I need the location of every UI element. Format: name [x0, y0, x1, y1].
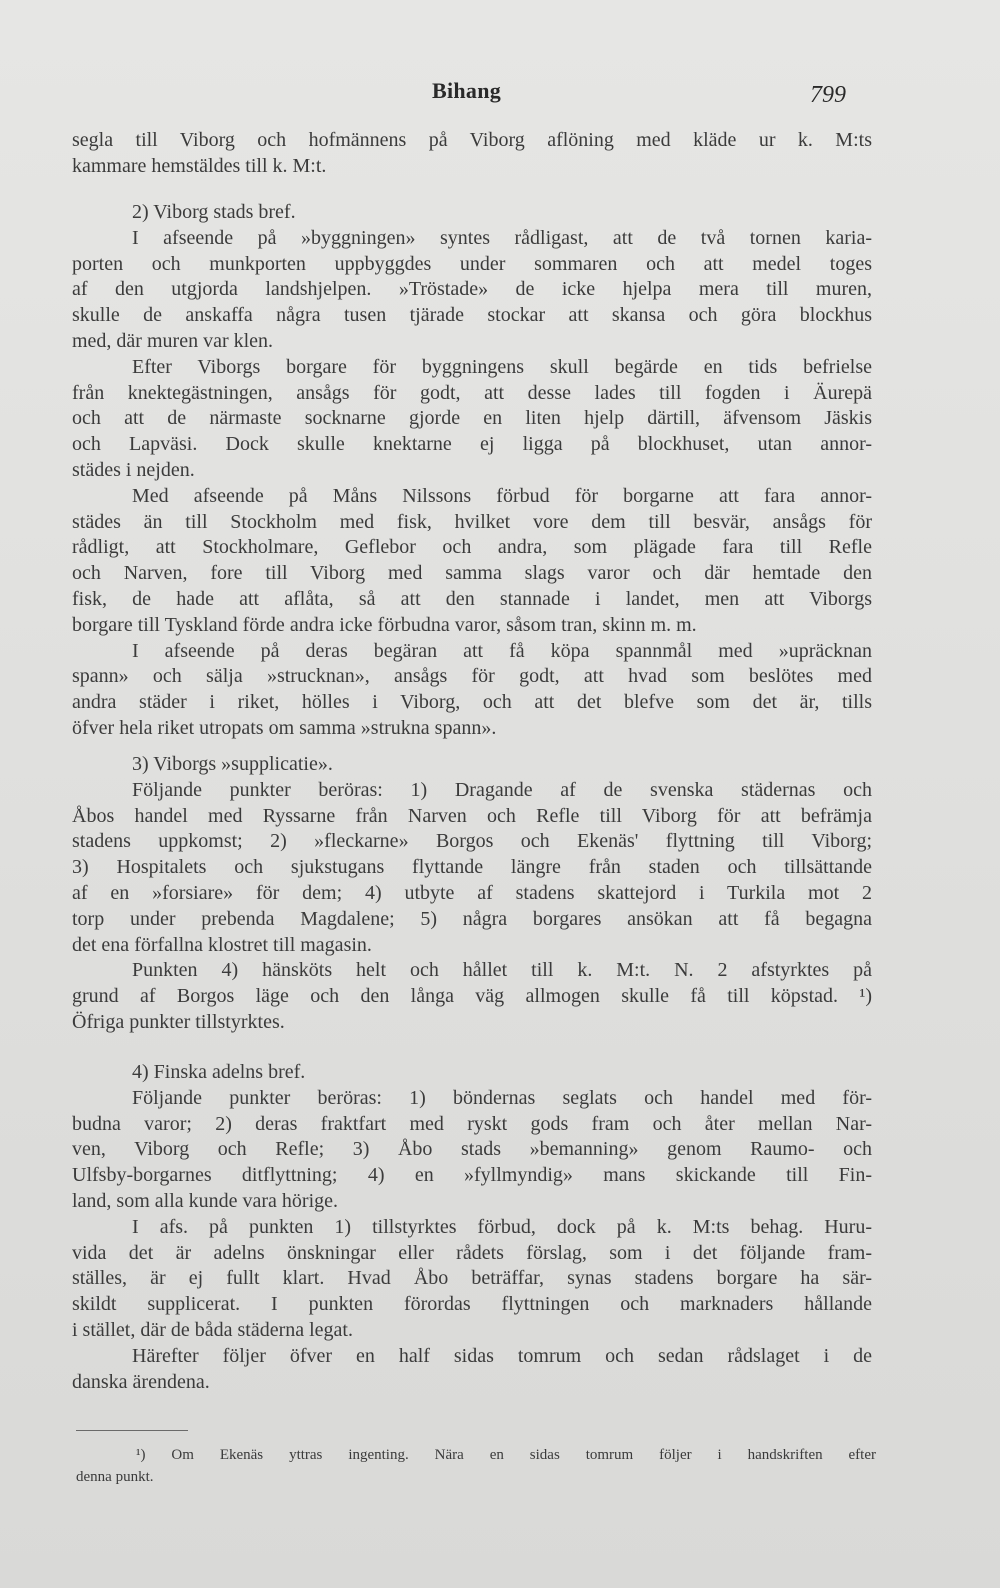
text-line: Åbos handel med Ryssarne från Narven och Refle till Viborg för att befrämja [72, 804, 872, 827]
section-finska-adelns-bref [72, 1060, 872, 1395]
text-line: 3) Hospitalets och sjukstugans flyttande längre från staden och tillsättande [72, 856, 872, 879]
text-line: från knektegästningen, ansågs för godt, att desse lades till fogden i Äurepä [72, 381, 872, 404]
text-line: Följande punkter beröras: 1) böndernas seglats och handel med för- [132, 1086, 872, 1109]
text-line: Ulfsby-borgarnes ditflyttning; 4) en »fyllmyndig» mans skickande till Fin- [72, 1164, 872, 1187]
footnote-divider [76, 1430, 188, 1431]
text-line: skulle de anskaffa några tusen tjärade stockar att skansa och göra blockhus [72, 304, 872, 327]
text-line: land, som alla kunde vara hörige. [72, 1189, 339, 1212]
text-line: Med afseende på Måns Nilssons förbud för borgarne att fara annor- [132, 484, 872, 507]
text-line: I afseende på »byggningen» syntes rådligast, att de två tornen karia- [132, 226, 872, 249]
text-line: andra städer i riket, hölles i Viborg, och att det blefve som det är, tills [72, 691, 872, 714]
text-line: porten och munkporten uppbyggdes under sommaren och att medel toges [72, 252, 872, 275]
text-line: Efter Viborgs borgare för byggningens skull begärde en tids befrielse [132, 355, 872, 378]
text-line: Öfriga punkter tillstyrktes. [72, 1010, 285, 1033]
text-line: ställes, är ej fullt klart. Hvad Åbo beträffar, synas stadens borgare ha sär- [72, 1267, 872, 1290]
text-line: och Narven, fore till Viborg med samma slags varor och där hemtade den [72, 562, 872, 585]
page-number: 799 [810, 82, 846, 108]
text-line: ven, Viborg och Refle; 3) Åbo stads »bemanning» genom Raumo- och [72, 1138, 872, 1161]
text-line: i stället, där de båda städerna legat. [72, 1318, 353, 1341]
text-line: rådligt, att Stockholmare, Geflebor och andra, som plägade fara till Refle [72, 536, 872, 559]
text-line: danska ärendena. [72, 1370, 210, 1393]
text-line: budna varor; 2) deras fraktfart med ryskt gods fram och åter mellan Nar- [72, 1112, 872, 1135]
text-line: och Lapväsi. Dock skulle knektarne ej ligga på blockhuset, utan annor- [72, 433, 872, 456]
text-line: stadens uppkomst; 2) »fleckarne» Borgos och Ekenäs' flyttning till Viborg; [72, 830, 872, 853]
text-line: borgare till Tyskland förde andra icke förbudna varor, såsom tran, skinn m. m. [72, 613, 697, 636]
footnote [76, 1444, 876, 1488]
text-line: Härefter följer öfver en half sidas tomrum och sedan rådslaget i de [132, 1344, 872, 1367]
text-line: af den utgjorda landshjelpen. »Tröstade» de icke hjelpa mera till muren, [72, 278, 872, 301]
text-line: fisk, de hade att aflåta, så att den stannade i landet, men att Viborgs [72, 587, 872, 610]
paragraph-continuation [72, 128, 872, 180]
text-line: och att de närmaste socknarne gjorde en liten hjelp därtill, äfvensom Jäskis [72, 407, 872, 430]
text-line: Följande punkter beröras: 1) Dragande af de svenska städernas och [132, 778, 872, 801]
text-line: städes i nejden. [72, 458, 195, 481]
text-line: spann» och sälja »strucknan», ansågs för godt, att hvad som beslötes med [72, 665, 872, 688]
running-header: Bihang [432, 78, 502, 103]
section-viborg-stads-bref [72, 200, 872, 742]
section-heading: 3) Viborgs »supplicatie». [132, 753, 333, 775]
text-line: Punkten 4) hänsköts helt och hållet till k. M:t. N. 2 afstyrktes på [132, 959, 872, 982]
text-line: städes än till Stockholm med fisk, hvilket vore dem till besvär, ansågs för [72, 510, 872, 533]
text-line: med, där muren var klen. [72, 329, 274, 352]
section-heading: 2) Viborg stads bref. [132, 201, 296, 223]
text-line: kammare hemstäldes till k. M:t. [72, 154, 327, 177]
text-line: I afseende på deras begäran att få köpa spannmål med »upräcknan [132, 639, 872, 662]
text-line: det ena förfallna klostret till magasin. [72, 933, 372, 956]
text-line: I afs. på punkten 1) tillstyrktes förbud, dock på k. M:ts behag. Huru- [132, 1215, 872, 1238]
section-heading: 4) Finska adelns bref. [132, 1061, 306, 1083]
text-line: segla till Viborg och hofmännens på Viborg aflöning med kläde ur k. M:ts [72, 129, 872, 151]
footnote-line: ¹) Om Ekenäs yttras ingenting. Nära en sidas tomrum följer i handskriften efter [136, 1447, 876, 1463]
text-line: vida det är adelns önskningar eller rådets förslag, som i det följande fram- [72, 1241, 872, 1264]
text-line: grund af Borgos läge och den långa väg allmogen skulle få till köpstad. ¹) [72, 985, 872, 1008]
text-line: öfver hela riket utropats om samma »strukna spann». [72, 716, 497, 739]
footnote-line: denna punkt. [76, 1469, 154, 1485]
section-viborgs-supplicatie [72, 752, 872, 1036]
text-line: af en »forsiare» för dem; 4) utbyte af stadens skattejord i Turkila mot 2 [72, 881, 872, 904]
text-line: torp under prebenda Magdalene; 5) några borgares ansökan att få begagna [72, 907, 872, 930]
text-line: skildt supplicerat. I punkten förordas flyttningen och marknaders hållande [72, 1293, 872, 1316]
